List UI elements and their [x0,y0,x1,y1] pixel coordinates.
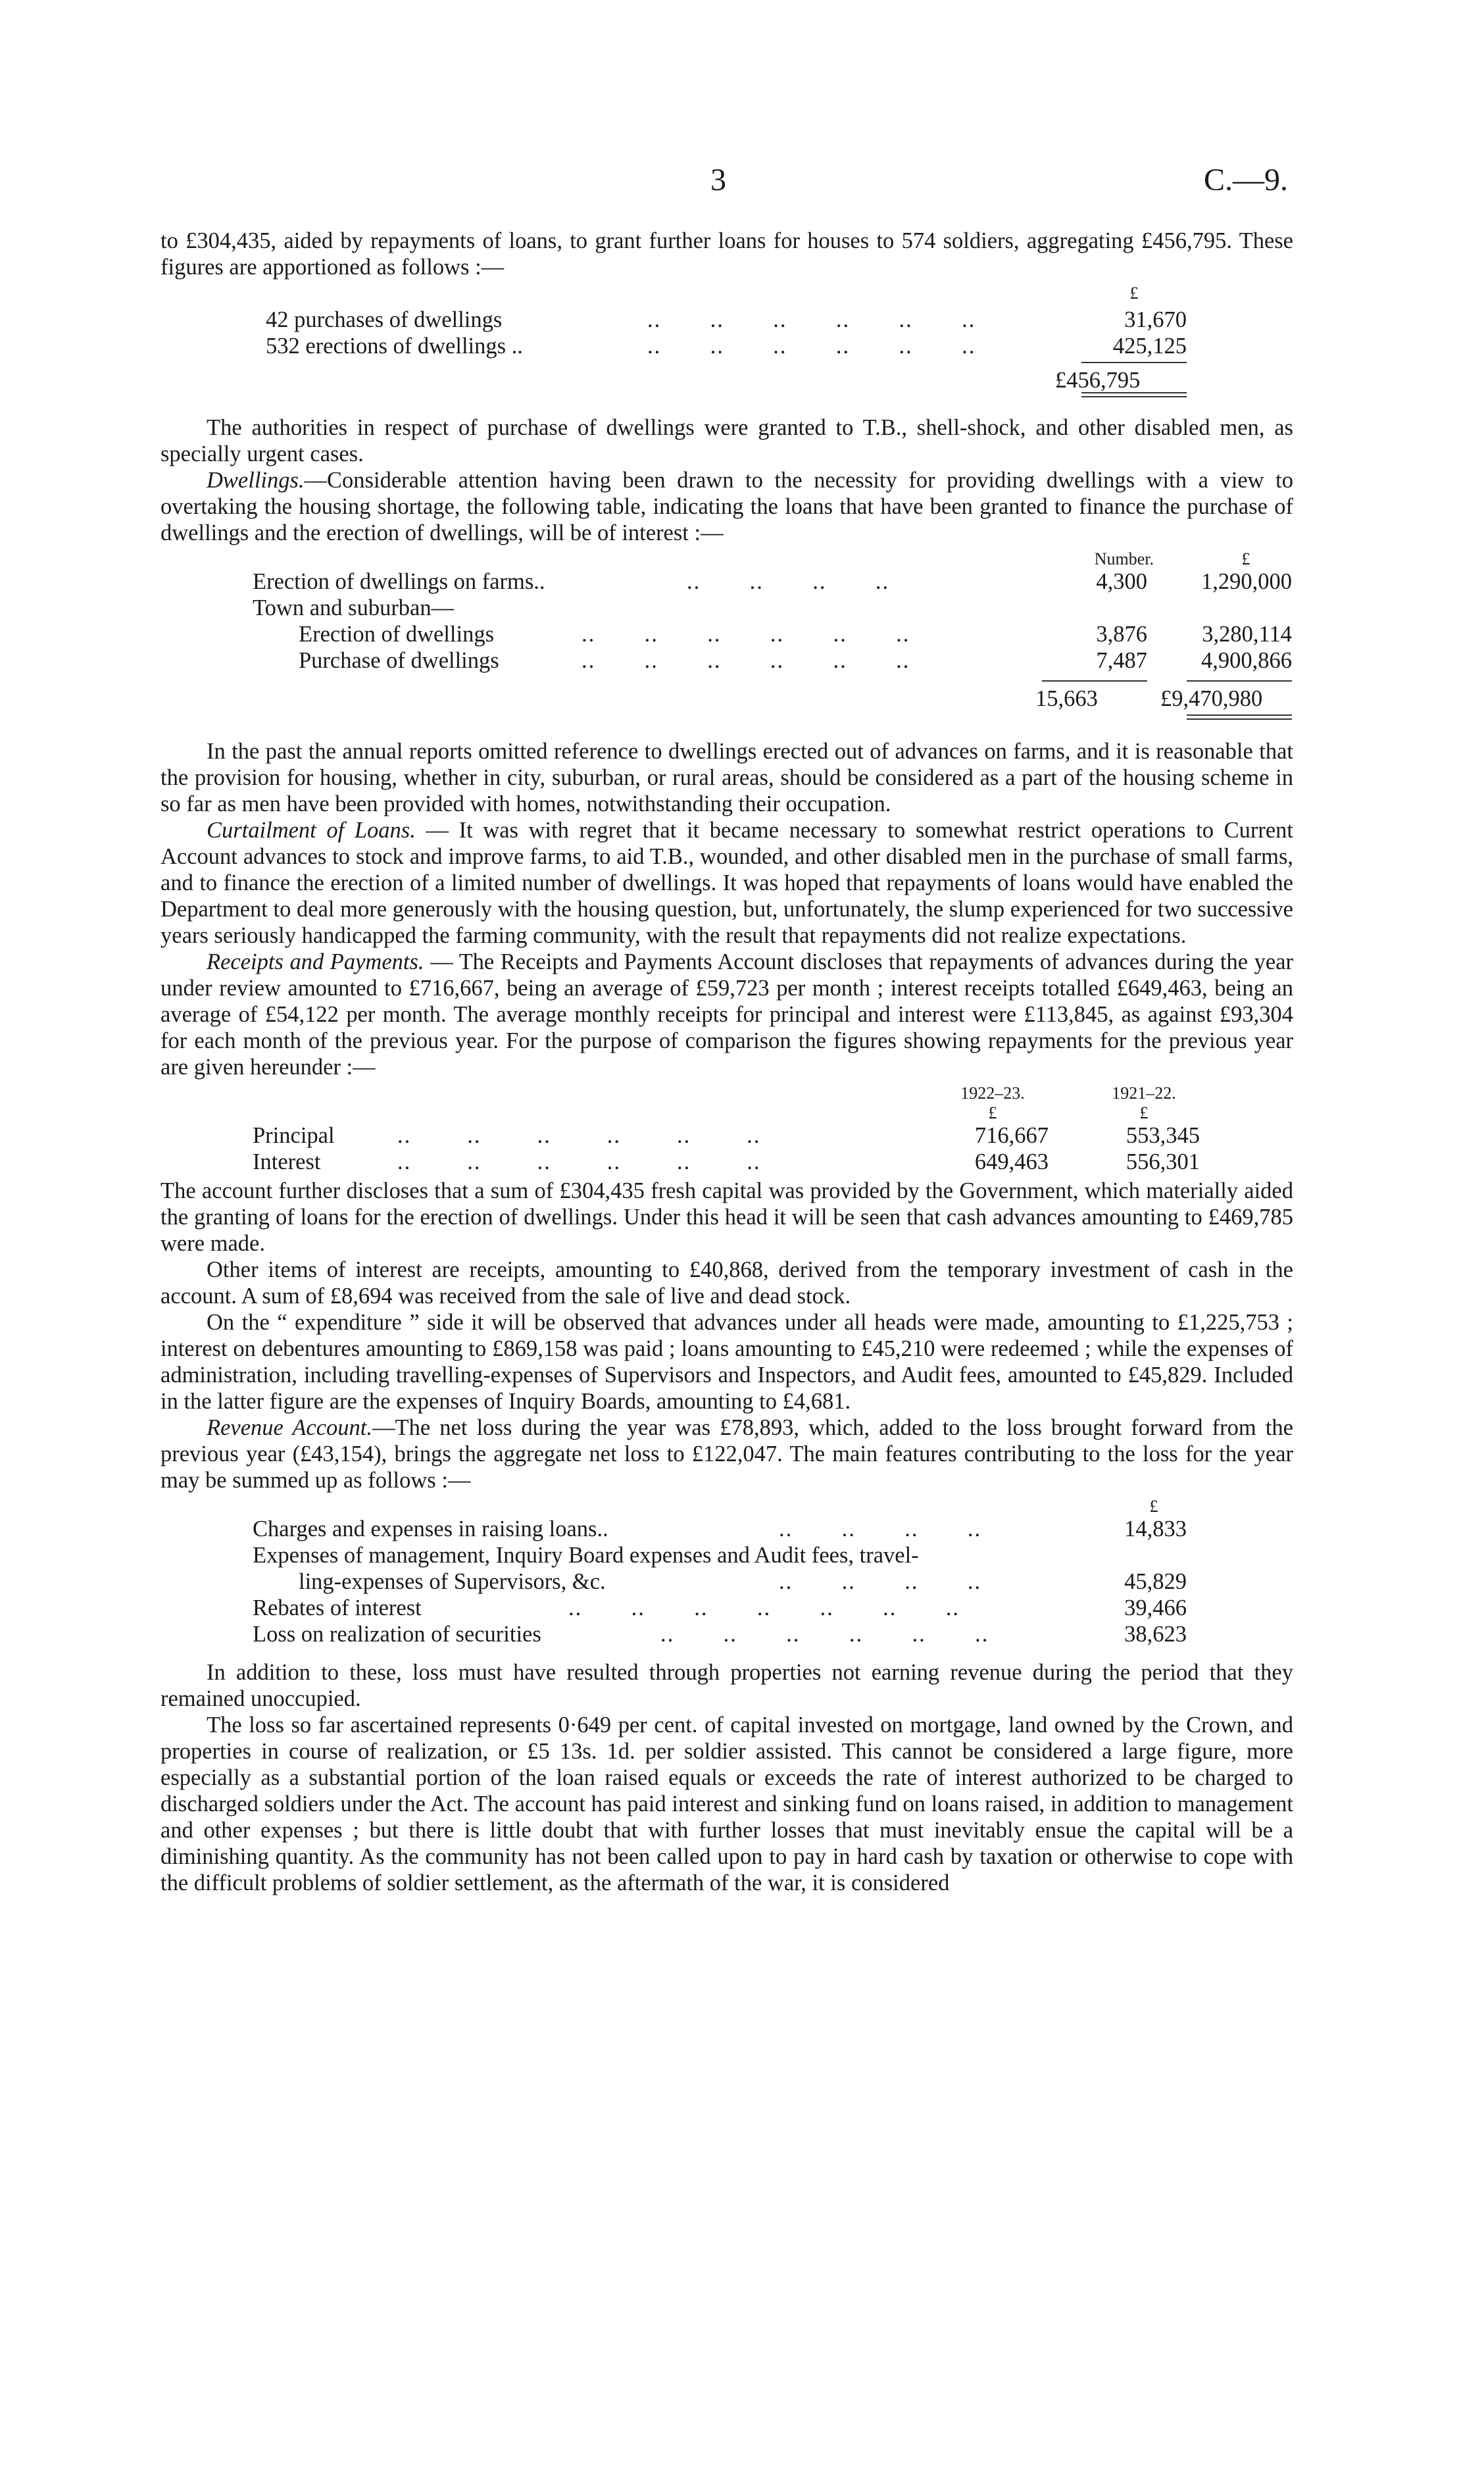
leader-dots: .. .. .. .. .. .. [647,307,976,332]
table-row [161,1568,1293,1595]
section-lead: Curtailment of Loans. [207,818,416,843]
leader-dots: .. .. .. .. .. .. [397,1123,761,1148]
column-header: 1921–22. [1112,1084,1176,1103]
section-lead: Receipts and Payments. [207,949,424,974]
para-account: The account further discloses that a sum of £304,435 fresh capital was provided by the Government, which materially aided the granting of loans for the erection of dwellings. Under this head it will be seen that cash advances amounting to £469,785 were made. [161,1178,1293,1256]
para-past: In the past the annual reports omitted reference to dwellings erected out of advances on farms, and it is reasonable that the provision for housing, whether in city, suburban, or rural areas, should be considered as a part of the housing scheme in so far as men have been provided with homes, notwithstanding their occupation. [161,739,1293,816]
row-label: 532 erections of dwellings .. [266,334,523,359]
page-number: 3 [710,163,726,197]
row-label: Rebates of interest [253,1595,422,1620]
table-total: £456,795 [1055,368,1141,393]
column-header: £ [1241,549,1250,568]
table-row [161,647,1293,674]
section-lead: Revenue Account. [207,1415,373,1440]
table-row [161,307,1293,333]
row-value-1921: 556,301 [1125,1149,1200,1174]
table-apportionment [161,280,1293,392]
row-value: 38,623 [1124,1622,1187,1647]
row-label: Charges and expenses in raising loans.. [253,1516,608,1541]
page-body [161,228,1293,1896]
para-addition: In addition to these, loss must have resulted through properties not earning revenue during the period that they remained unoccupied. [161,1660,1293,1711]
row-label: Loss on realization of securities [253,1622,541,1647]
para-dwellings: Dwellings.—Considerable attention having been drawn to the necessity for providing dwellings with a view to overtaking the housing shortage, the following table, indicating the loans that have been granted to finance the purchase of dwellings and the erection of dwellings, will be of interest :— [161,468,1293,545]
row-number: 7,487 [1096,648,1147,673]
table-row [161,595,1293,621]
para-receipts: Receipts and Payments. — The Receipts and Payments Account discloses that repayments of advances during the year under review amounted to £716,667, being an average of £59,723 per month ; interest receipts totalled £649,463, being an average of £54,122 per month. The average monthly receipts for principal and interest were £113,845, as against £93,304 for each month of the previous year. For the purpose of comparison the figures showing repayments for the previous year are given hereunder :— [161,949,1294,1080]
leader-dots: .. .. .. .. [779,1569,982,1594]
table-row [161,1149,1293,1175]
table-dwellings [161,546,1293,712]
leader-dots: .. .. .. .. .. .. [581,648,910,673]
table-row [161,1542,1293,1568]
row-value-1921: 553,345 [1125,1123,1200,1148]
leader-dots: .. .. .. .. .. .. [397,1149,761,1174]
total-double-rule [1187,714,1292,720]
row-label: Erection of dwellings [299,622,495,647]
column-header: 1922–23. [960,1084,1025,1103]
paper-code: C.—9. [1204,163,1289,197]
leader-dots: .. .. .. .. .. .. [647,334,976,359]
currency-header: £ [1139,1103,1149,1122]
currency-header: £ [988,1103,997,1122]
para-intro: to £304,435, aided by repayments of loans, to grant further loans for houses to 574 soldiers, aggregating £456,795. These figures are apportioned as follows :— [161,228,1293,280]
row-amount: 1,290,000 [1201,569,1292,594]
table-loss-features [161,1493,1293,1649]
leader-dots: .. .. .. .. .. .. .. [568,1595,960,1620]
table-row [161,1595,1293,1621]
para-curtailment: Curtailment of Loans. — It was with regret that it became necessary to somewhat restrict operations to Current Account advances to stock and improve farms, to aid T.B., wounded, and other disabled men in the purchase of small farms, and to finance the erection of a limited number of dwellings. It was hoped that repayments of loans would have enabled the Department to deal more generously with the housing question, but, unfortunately, the slump experienced for two successive years seriously handicapped the farming community, with the result that repayments did not realize expectations. [161,818,1293,948]
para-other: Other items of interest are receipts, amounting to £40,868, derived from the temporary investment of cash in the account. A sum of £8,694 was received from the sale of live and dead stock. [161,1257,1293,1309]
row-label: 42 purchases of dwellings [266,307,503,332]
table-repayments [161,1080,1293,1178]
leader-dots: .. .. .. .. .. .. [581,622,910,647]
table-row [161,621,1293,647]
row-number: 4,300 [1096,569,1147,594]
row-number: 3,876 [1096,622,1147,647]
row-value: 39,466 [1124,1595,1187,1620]
table-row [161,1621,1293,1647]
row-value: 425,125 [1112,334,1187,359]
total-double-rule [1081,392,1187,397]
row-value-1922: 649,463 [974,1149,1049,1174]
total-rule [1081,362,1187,363]
leader-dots: .. .. .. .. [779,1516,982,1541]
row-value: 31,670 [1124,307,1187,332]
currency-header: £ [1129,284,1139,303]
row-label: ling-expenses of Supervisors, &c. [299,1569,606,1594]
leader-dots: .. .. .. .. [687,569,890,594]
para-expenditure: On the “ expenditure ” side it will be observed that advances under all heads were made, amounting to £1,225,753 ; interest on debentures amounting to £869,158 was paid ; loans amounting to £45,210 were redeemed ; while the expenses of administration, including travelling-expenses of Supervisors and Inspectors, and Audit fees, amounted to £45,829. Included in the latter figure are the expenses of Inquiry Boards, amounting to £4,681. [161,1310,1293,1414]
row-label: Erection of dwellings on farms.. [253,569,545,594]
table-row [161,1516,1293,1542]
total-amount: £9,470,980 [1160,686,1263,711]
currency-header: £ [1149,1497,1158,1516]
row-label: Purchase of dwellings [299,648,499,673]
table-row [161,333,1293,359]
row-value: 14,833 [1124,1516,1187,1541]
row-label: Principal [253,1123,335,1148]
para-loss: The loss so far ascertained represents 0·649 per cent. of capital invested on mortgage, land owned by the Crown, and properties in course of realization, or £5 13s. 1d. per soldier assisted. This cannot be considered a large figure, more especially as a substantial portion of the loan raised equals or exceeds the rate of interest authorized to be charged to discharged soldiers under the Act. The account has paid interest and sinking fund on loans raised, in addition to management and other expenses ; but there is little doubt that with further losses that must inevitably ensue the capital will be a diminishing quantity. As the community has not been called upon to pay in hard cash by taxation or otherwise to cope with the difficult problems of soldier settlement, as the aftermath of the war, it is considered [161,1713,1293,1895]
row-amount: 4,900,866 [1201,648,1292,673]
section-lead: Dwellings. [207,468,305,493]
row-label: Interest [253,1149,321,1174]
total-number: 15,663 [1035,686,1098,711]
row-label: Expenses of management, Inquiry Board expenses and Audit fees, travel- [253,1543,919,1568]
column-header: Number. [1094,549,1154,568]
row-label: Town and suburban— [253,595,455,620]
para-revenue: Revenue Account.—The net loss during the year was £78,893, which, added to the loss brought forward from the previous year (£43,154), brings the aggregate net loss to £122,047. The main features contributing to the loss for the year may be summed up as follows :— [161,1415,1293,1493]
total-rule [1042,680,1147,682]
row-value-1922: 716,667 [974,1123,1049,1148]
total-rule [1187,680,1292,682]
table-row [161,1122,1293,1149]
row-amount: 3,280,114 [1202,622,1292,647]
table-row [161,568,1293,595]
leader-dots: .. .. .. .. .. .. [660,1622,989,1647]
row-value: 45,829 [1124,1569,1187,1594]
para-authorities: The authorities in respect of purchase of dwellings were granted to T.B., shell-shock, and other disabled men, as specially urgent cases. [161,415,1293,466]
